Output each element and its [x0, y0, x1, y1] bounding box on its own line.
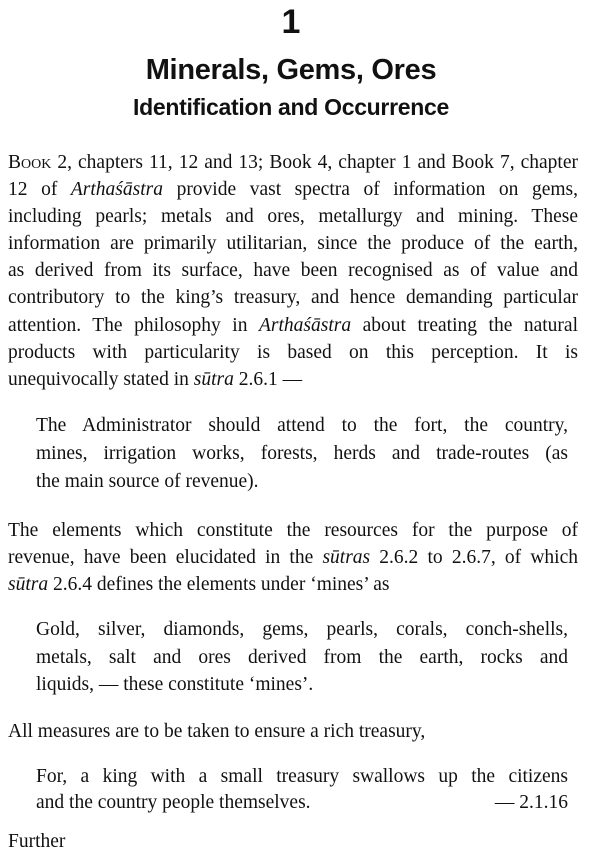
italic-term: Arthaśāstra [258, 315, 352, 336]
text-line [8, 367, 302, 393]
text-line: For, a king with a small treasury swallows up the citizens [36, 766, 568, 787]
chapter-title: Minerals, Gems, Ores [145, 54, 437, 86]
italic-term: sūtra [8, 574, 49, 595]
italic-term: Arthaśāstra [70, 179, 163, 200]
text-span: 2.6.2 to 2.6.7, of which [370, 547, 578, 568]
text-span: unequivocally stated in [8, 369, 194, 390]
italic-term: sūtras [322, 547, 371, 568]
text-line: The elements which constitute the resources for the purpose of [8, 520, 578, 541]
text-span: about treating the natural [351, 315, 578, 336]
text-line [8, 150, 578, 176]
italic-term: sūtra [193, 369, 234, 390]
text-span: 2, chapters 11, 12 and 13; Book 4, chapter 1 and Book 7, chapter [51, 152, 578, 173]
text-line: mines, irrigation works, forests, herds and trade-routes (as [36, 443, 568, 464]
paragraph-treasury: All measures are to be taken to ensure a rich treasury, [8, 721, 426, 742]
text-line: as derived from its surface, have been recognised as of value and [8, 260, 578, 281]
paragraph-further: Further [8, 831, 66, 852]
text-span: 2.6.4 defines the elements under ‘mines’ as [48, 574, 390, 595]
text-line [8, 313, 578, 339]
text-line [36, 790, 568, 816]
text-span: provide vast spectra of information on gems, [163, 179, 578, 200]
sutra-reference: — 2.1.16 [494, 792, 568, 813]
text-line [8, 572, 389, 598]
text-span: and the country people themselves. [36, 792, 311, 813]
text-span: 2.6.1 — [233, 369, 303, 390]
book-smallcaps: Book [8, 152, 52, 173]
text-line: including pearls; metals and ores, metallurgy and mining. These [8, 206, 578, 227]
text-line [8, 177, 578, 203]
chapter-subtitle: Identification and Occurrence [133, 94, 449, 120]
text-line: liquids, — these constitute ‘mines’. [36, 674, 314, 695]
text-line: metals, salt and ores derived from the earth, rocks and [36, 647, 568, 668]
text-line: The Administrator should attend to the fort, the country, [36, 415, 568, 436]
text-span: attention. The philosophy in [8, 315, 259, 336]
text-span: 12 of [8, 179, 71, 200]
text-line: Gold, silver, diamonds, gems, pearls, corals, conch-shells, [36, 619, 568, 640]
text-line: contributory to the king’s treasury, and hence demanding particular [8, 287, 578, 308]
text-line: products with particularity is based on this perception. It is [8, 342, 578, 363]
text-span: revenue, have been elucidated in the [8, 547, 323, 568]
text-line: information are primarily utilitarian, since the produce of the earth, [8, 233, 578, 254]
text-line [8, 545, 578, 571]
text-line: the main source of revenue). [36, 471, 259, 492]
chapter-number: 1 [281, 3, 301, 41]
